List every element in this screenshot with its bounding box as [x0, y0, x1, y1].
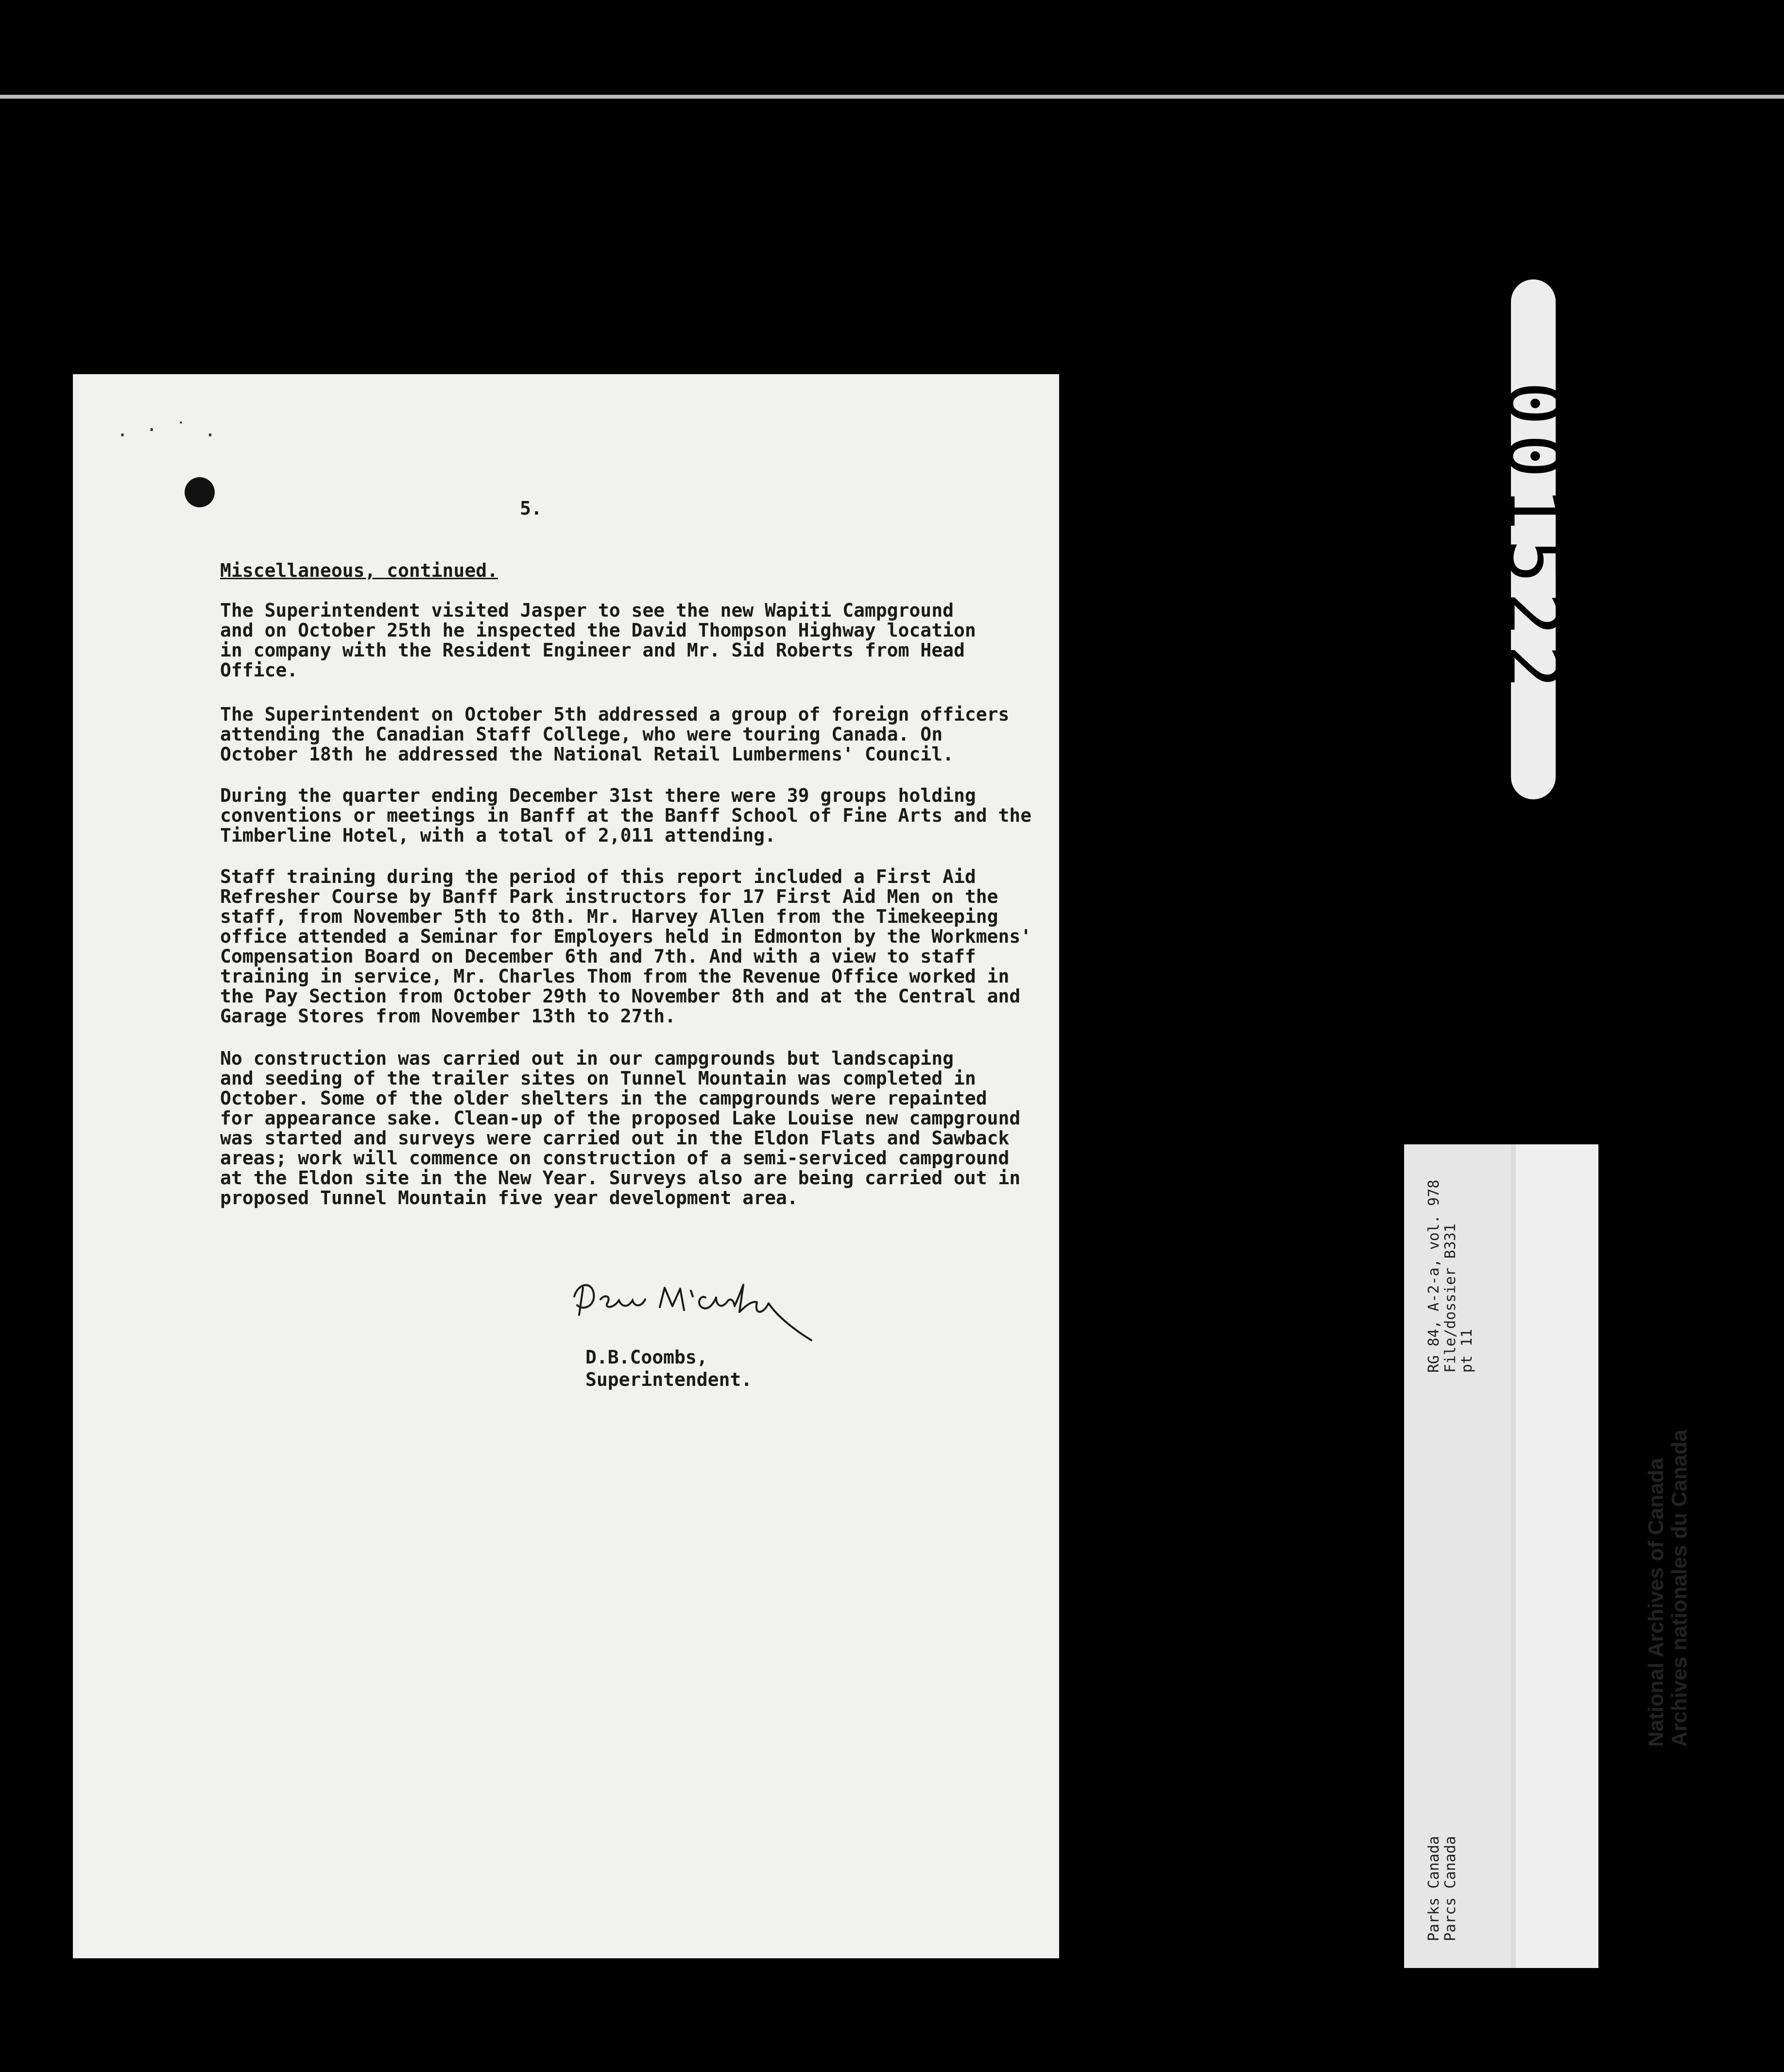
- paragraph-campgrounds: No construction was carried out in our campgrounds but landscaping and seeding of the trailer sites on Tunnel Mountain was completed in October. Some of the older shelters in the campgrounds were repainted for appearance sake. Clean-up of the proposed Lake Louise new campground was started and surveys were carried out in the Eldon Flats and Sawback areas; work will commence on construction of a semi-serviced campground at the Eldon site in the New Year. Surveys also are being carried out in proposed Tunnel Mountain five year development area.: [220, 1048, 1021, 1209]
- agency-line: Parcs Canada: [1442, 1836, 1459, 1941]
- institution-text: [1645, 1430, 1691, 1747]
- page-specks: . · ˙ .: [117, 419, 219, 441]
- typed-page: [73, 374, 1059, 1958]
- signature-block: [585, 1346, 752, 1391]
- reference-line: File/dossier B331: [1442, 1223, 1459, 1373]
- archive-label: [1404, 1144, 1691, 1968]
- frame-number-strip: [1491, 279, 1576, 799]
- label-reference-panel: [1404, 1144, 1511, 1968]
- hole-punch-mark: [185, 477, 215, 507]
- agency-text: [1426, 1836, 1459, 1941]
- institution-line: Archives nationales du Canada: [1667, 1430, 1691, 1747]
- reference-text: [1426, 1180, 1475, 1373]
- paragraph-addresses: The Superintendent on October 5th addressed a group of foreign officers attending the Canadian Staff College, who were touring Canada. On October 18th he addressed the National Retail Lumbermens' Council.: [220, 704, 1010, 765]
- film-edge-rule: [0, 95, 1784, 99]
- paragraph-jasper-visit: The Superintendent visited Jasper to see the new Wapiti Campground and on October 25th he inspected the David Thompson Highway location in company with the Resident Engineer and Mr. Sid Roberts from Head Office.: [220, 600, 976, 681]
- paragraph-conventions: During the quarter ending December 31st there were 39 groups holding conventions or meetings in Banff at the Banff School of Fine Arts and the Timberline Hotel, with a total of 2,011 attending.: [220, 785, 1032, 846]
- section-heading: Miscellaneous, continued.: [220, 560, 498, 581]
- page-number: 5.: [520, 498, 542, 519]
- frame-number: 001522: [1491, 381, 1576, 697]
- paragraph-staff-training: Staff training during the period of this report included a First Aid Refresher Course by Banff Park instructors for 17 First Aid Men on the staff, from November 5th to 8th. Mr. Harvey Allen from the Timekeeping office attended a Seminar for Employers held in Edmonton by the Workmens' Compensation Board on December 6th and 7th. And with a view to staff training in service, Mr. Charles Thom from the Revenue Office worked in the Pay Section from October 29th to November 8th and at the Central and Garage Stores from November 13th to 27th.: [220, 866, 1032, 1027]
- signatory-name: D.B.Coombs,: [585, 1347, 708, 1368]
- reference-line: RG 84, A-2-a, vol. 978: [1425, 1179, 1442, 1373]
- agency-line: Parks Canada: [1425, 1836, 1442, 1941]
- signatory-title: Superintendent.: [585, 1369, 753, 1390]
- handwritten-signature: [568, 1268, 821, 1341]
- label-institution-strip: [1516, 1144, 1691, 1968]
- reference-line: pt 11: [1458, 1329, 1475, 1373]
- institution-line: National Archives of Canada: [1644, 1458, 1668, 1747]
